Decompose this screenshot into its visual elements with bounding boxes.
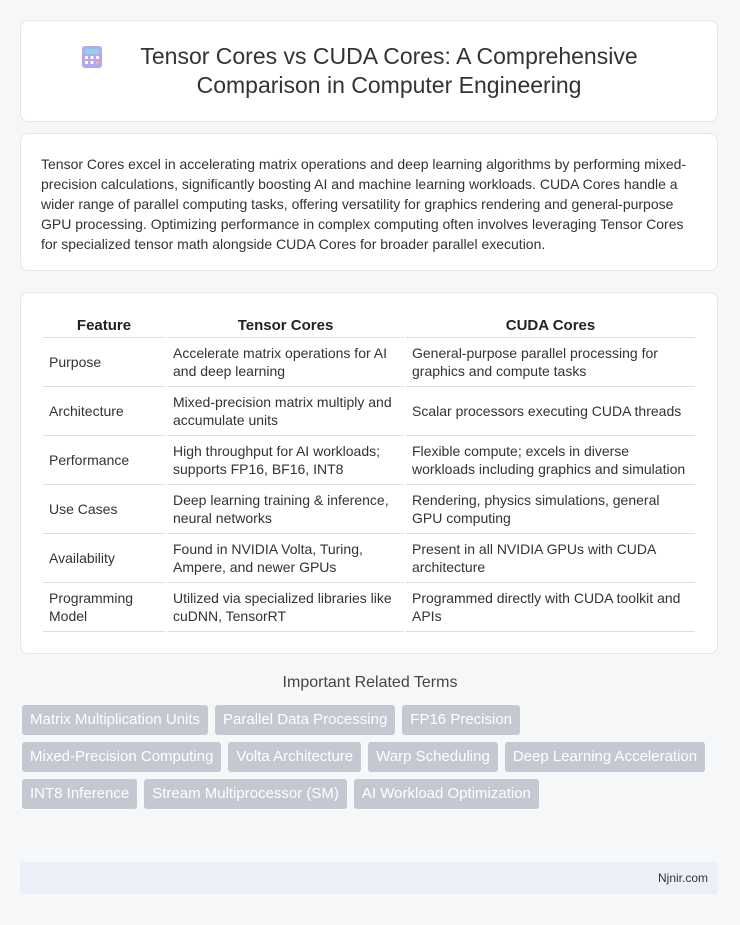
summary-text: Tensor Cores excel in accelerating matrix operations and deep learning algorithms by performing mixed-precision calculations, significantly boosting AI and machine learning workloads. CUDA Cores handle a wider range of parallel computing tasks, offering versatility for graphics rendering and general-purpose GPU processing. Optimizing performance in complex computing often involves leveraging Tensor Cores for specialized tensor math alongside CUDA Cores for broader parallel execution. xyxy=(41,156,687,252)
table-row xyxy=(43,436,695,485)
header-tensor-cores: Tensor Cores xyxy=(167,313,404,338)
row-feature: Performance xyxy=(43,436,165,485)
table-row xyxy=(43,485,695,534)
row-tensor-value: Found in NVIDIA Volta, Turing, Ampere, and newer GPUs xyxy=(167,534,404,583)
row-tensor-value: Deep learning training & inference, neural networks xyxy=(167,485,404,534)
row-cuda-value: Flexible compute; excels in diverse workloads including graphics and simulation xyxy=(406,436,695,485)
header-feature: Feature xyxy=(43,313,165,338)
row-cuda-value: General-purpose parallel processing for graphics and compute tasks xyxy=(406,338,695,387)
table-row xyxy=(43,583,695,632)
title-wrap xyxy=(79,42,659,100)
related-term-tag[interactable]: Deep Learning Acceleration xyxy=(505,742,705,772)
summary-card xyxy=(20,133,718,271)
row-feature: Programming Model xyxy=(43,583,165,632)
row-cuda-value: Rendering, physics simulations, general GPU computing xyxy=(406,485,695,534)
footer xyxy=(20,862,718,894)
row-feature: Use Cases xyxy=(43,485,165,534)
row-tensor-value: Accelerate matrix operations for AI and deep learning xyxy=(167,338,404,387)
table-row xyxy=(43,338,695,387)
related-term-tag[interactable]: Matrix Multiplication Units xyxy=(22,705,208,735)
row-feature: Availability xyxy=(43,534,165,583)
related-term-tag[interactable]: Parallel Data Processing xyxy=(215,705,395,735)
table-row xyxy=(43,534,695,583)
row-feature: Purpose xyxy=(43,338,165,387)
row-cuda-value: Present in all NVIDIA GPUs with CUDA architecture xyxy=(406,534,695,583)
related-term-tag[interactable]: FP16 Precision xyxy=(402,705,520,735)
header-card xyxy=(20,20,718,122)
page-title: Tensor Cores vs CUDA Cores: A Comprehensive Comparison in Computer Engineering xyxy=(140,43,638,98)
row-tensor-value: Mixed-precision matrix multiply and accumulate units xyxy=(167,387,404,436)
related-term-tag[interactable]: Warp Scheduling xyxy=(368,742,498,772)
row-feature: Architecture xyxy=(43,387,165,436)
related-term-tag[interactable]: Volta Architecture xyxy=(228,742,361,772)
related-terms-list xyxy=(22,705,722,809)
row-cuda-value: Scalar processors executing CUDA threads xyxy=(406,387,695,436)
calculator-icon xyxy=(79,44,105,70)
footer-site-name[interactable]: Njnir.com xyxy=(657,871,708,885)
related-term-tag[interactable]: Stream Multiprocessor (SM) xyxy=(144,779,347,809)
row-tensor-value: High throughput for AI workloads; supports FP16, BF16, INT8 xyxy=(167,436,404,485)
row-tensor-value: Utilized via specialized libraries like cuDNN, TensorRT xyxy=(167,583,404,632)
comparison-table-card xyxy=(20,292,718,654)
table-header-row xyxy=(43,313,695,338)
comparison-table xyxy=(41,313,697,632)
related-terms-title: Important Related Terms xyxy=(282,674,458,691)
header-cuda-cores: CUDA Cores xyxy=(406,313,695,338)
related-term-tag[interactable]: INT8 Inference xyxy=(22,779,137,809)
related-term-tag[interactable]: Mixed-Precision Computing xyxy=(22,742,221,772)
related-term-tag[interactable]: AI Workload Optimization xyxy=(354,779,539,809)
table-row xyxy=(43,387,695,436)
row-cuda-value: Programmed directly with CUDA toolkit and APIs xyxy=(406,583,695,632)
